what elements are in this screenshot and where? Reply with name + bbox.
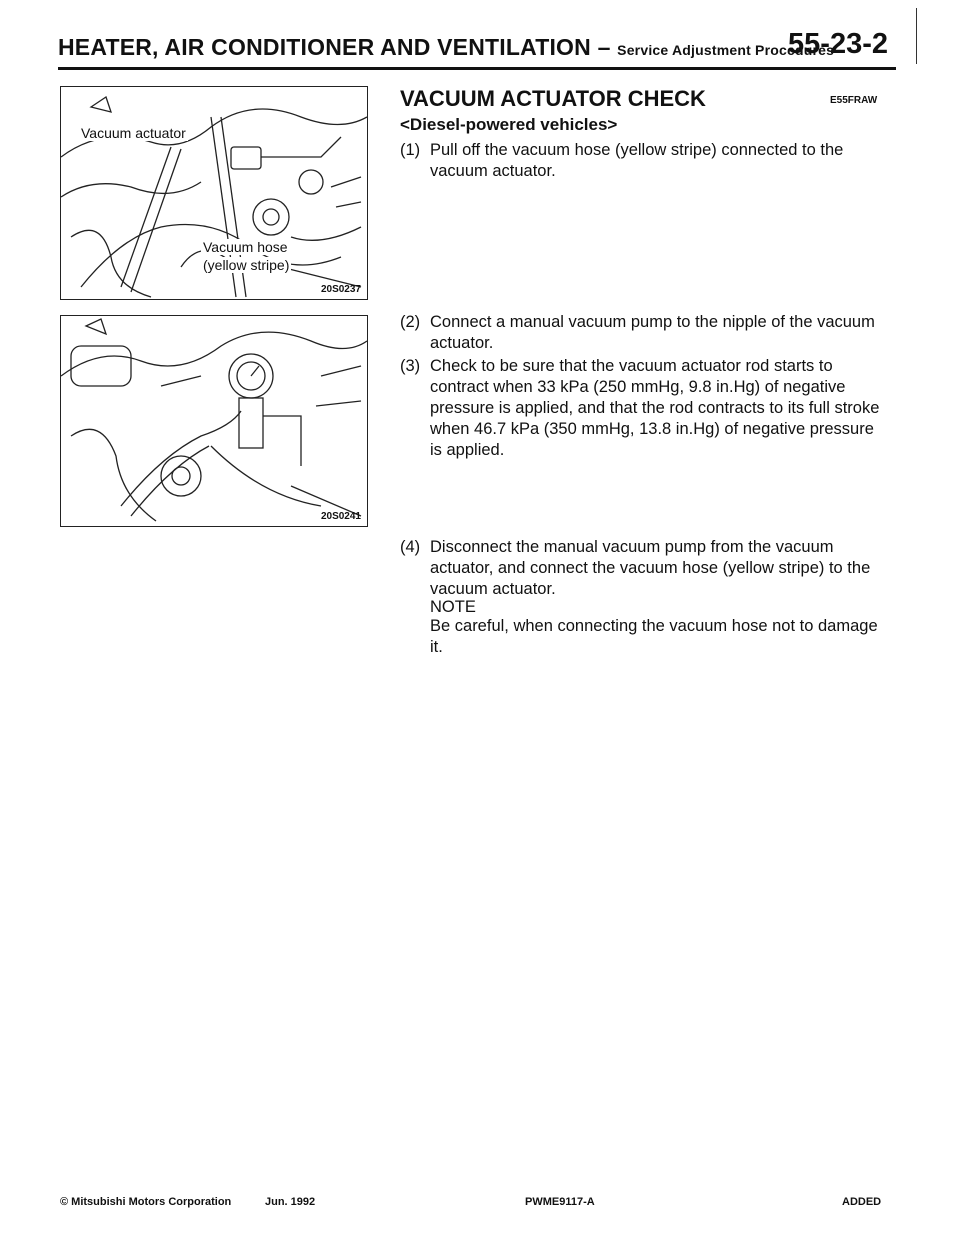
step-text: Connect a manual vacuum pump to the nipple of the vacuum actuator.: [430, 313, 875, 352]
step-3: [400, 356, 890, 461]
footer-copyright: © Mitsubishi Motors Corporation: [60, 1196, 232, 1208]
label-yellow-stripe: (yellow stripe): [203, 257, 290, 273]
figure-vacuum-actuator: [60, 86, 368, 300]
header-separator: –: [597, 34, 611, 60]
step-number: (1): [400, 141, 421, 159]
engine-illustration-2: [61, 316, 367, 526]
section-title: VACUUM ACTUATOR CHECK: [400, 86, 706, 111]
figure-code-2: 20S0241: [320, 511, 361, 522]
step-text: Disconnect the manual vacuum pump from the vacuum actuator, and connect the vacuum hose (yellow stripe) to the vacuum actuator.: [430, 538, 871, 598]
figure-vacuum-pump: [60, 315, 368, 527]
step-number: (4): [400, 538, 421, 556]
page-number: 55-23-2: [788, 28, 888, 60]
step-1: [400, 140, 890, 182]
label-vacuum-actuator: Vacuum actuator: [81, 125, 186, 141]
figure-code-1: 20S0237: [320, 284, 361, 295]
step-text: Check to be sure that the vacuum actuator rod starts to contract when 33 kPa (250 mmHg, 9.8 in.Hg) of negative pressure is applied, and that the rod contracts to its full stroke when 46.7 kPa (350 mmHg, 13.8 in.Hg) of negative pressure is applied.: [430, 357, 880, 459]
page-header: [58, 22, 898, 74]
note-text: Be careful, when connecting the vacuum hose not to damage it.: [430, 617, 878, 656]
label-vacuum-hose: Vacuum hose: [203, 239, 288, 255]
step-number: (3): [400, 357, 421, 375]
margin-bar: [916, 8, 917, 64]
section-code: E55FRAW: [830, 95, 878, 106]
footer-status: ADDED: [842, 1196, 882, 1208]
footer-date: Jun. 1992: [265, 1196, 316, 1208]
header-title: [58, 34, 834, 61]
section-subheading: <Diesel-powered vehicles>: [400, 115, 618, 134]
header-subtitle: Service Adjustment Procedures: [617, 42, 835, 58]
step-text: Pull off the vacuum hose (yellow stripe) connected to the vacuum actuator.: [430, 141, 844, 180]
step-2: [400, 312, 890, 354]
header-rule: [58, 67, 896, 70]
note-label: NOTE: [430, 598, 476, 616]
footer-doc-code: PWME9117-A: [525, 1196, 595, 1208]
step-4: [400, 537, 890, 600]
step-number: (2): [400, 313, 421, 331]
header-title-text: HEATER, AIR CONDITIONER AND VENTILATION: [58, 34, 591, 60]
